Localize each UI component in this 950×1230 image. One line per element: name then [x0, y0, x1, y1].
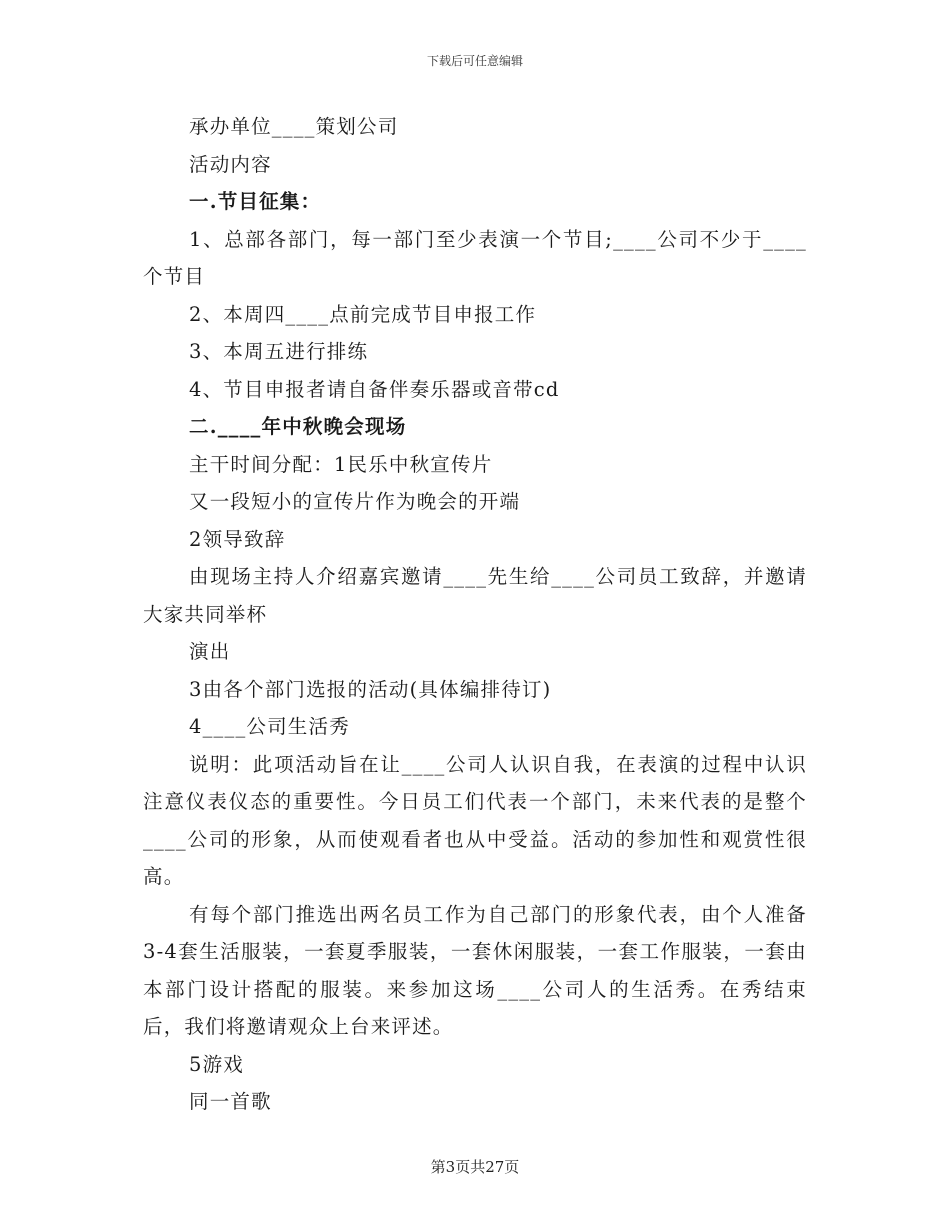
paragraph-same-song: 同一首歌 — [189, 1090, 272, 1113]
page-header-note: 下载后可任意编辑 — [426, 54, 523, 68]
paragraph-representatives: 有每个部门推选出两名员工作为自己部门的形象代表，由个人准备3-4套生活服装，一套夏季服装，一套休闲服装，一套工作服装，一套由本部门设计搭配的服装。来参加这场____公司人的生活秀。在秀结束后，我们将邀请观众上台来评述。 — [143, 902, 807, 1038]
list-item-2: 2、本周四____点前完成节目申报工作 — [189, 302, 537, 326]
paragraph-leader-speech: 2领导致辞 — [189, 527, 286, 551]
paragraph-organizer: 承办单位____策划公司 — [189, 115, 399, 138]
list-item-1: 1、总部各部门，每一部门至少表演一个节目;____公司不少于____个节目 — [143, 227, 807, 288]
list-item-4: 4、节目申报者请自备伴奏乐器或音带cd — [189, 377, 560, 401]
section-heading-gala-venue: 二.____年中秋晚会现场 — [189, 415, 407, 438]
paragraph-performance: 演出 — [189, 640, 231, 663]
paragraph-department-activities: 3由各个部门选报的活动(具体编排待订) — [189, 677, 552, 701]
document-body — [143, 108, 807, 1121]
paragraph-time-allocation: 主干时间分配：1民乐中秋宣传片 — [189, 452, 493, 476]
paragraph-host-intro: 由现场主持人介绍嘉宾邀请____先生给____公司员工致辞，并邀请大家共同举杯 — [143, 565, 807, 626]
list-item-3: 3、本周五进行排练 — [189, 340, 369, 363]
paragraph-opening-film: 又一段短小的宣传片作为晚会的开端 — [189, 490, 521, 513]
page-number: 第3页共27页 — [430, 1158, 520, 1176]
section-heading-program-collection: 一.节目征集： — [189, 190, 322, 213]
paragraph-activity-content: 活动内容 — [189, 152, 272, 176]
paragraph-explanation: 说明：此项活动旨在让____公司人认识自我，在表演的过程中认识注意仪表仪态的重要性。今日员工们代表一个部门，未来代表的是整个____公司的形象，从而使观看者也从中受益。活动的参加性和观赏性很高。 — [143, 752, 807, 888]
paragraph-life-show: 4____公司生活秀 — [189, 715, 350, 738]
paragraph-games: 5游戏 — [189, 1052, 245, 1076]
